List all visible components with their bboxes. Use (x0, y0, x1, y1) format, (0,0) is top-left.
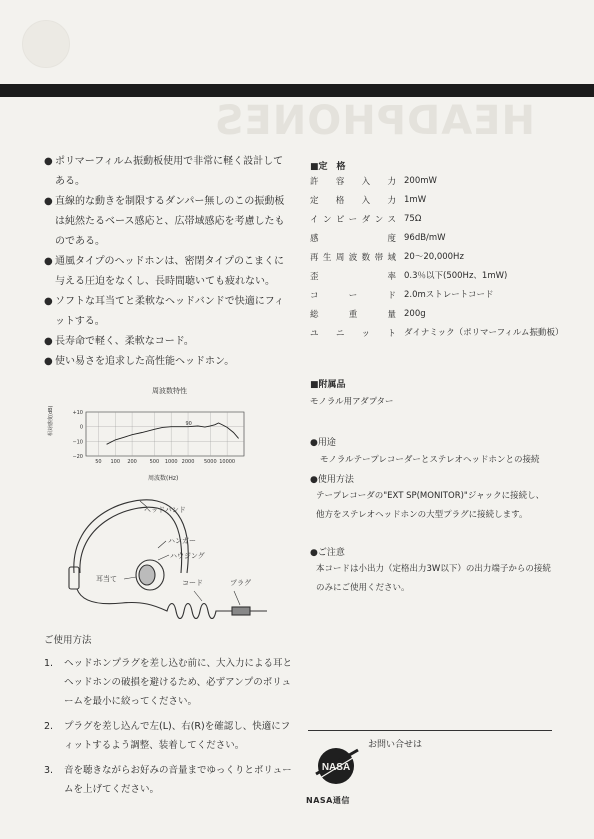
contact-label: お問い合せは (368, 740, 423, 750)
cord-shape (77, 589, 232, 619)
feature-item: ● 通風タイプのヘッドホンは、密閉タイプのこまくに与える圧迫をなくし、長時間聴いても疲れない。 (44, 252, 289, 292)
feature-item: ● ポリマーフィルム振動板使用で非常に軽く設計してある。 (44, 152, 289, 192)
corner-circle (22, 20, 70, 68)
response-curve (107, 423, 239, 444)
usage-list (44, 654, 292, 805)
headband-inner (80, 507, 182, 573)
y-tick-label: −20 (72, 454, 83, 460)
x-tick-label: 200 (127, 459, 137, 465)
how-to-value: テープレコーダの"EXT SP(MONITOR)"ジャックに接続し、他方をステレオヘッドホンの大型プラグに接続します。 (316, 491, 545, 520)
feature-item: ● 使い易さを追求した高性能ヘッドホン。 (44, 352, 289, 372)
feature-item: ● 直線的な動きを制限するダンパー無しのこの振動板は純然たるベース感応と、広帯域感応を考慮したものである。 (44, 192, 289, 252)
accessories-value: モノラル用アダプター (310, 397, 394, 407)
spec-table (310, 172, 564, 343)
svg-text:NASA: NASA (321, 762, 351, 773)
spec-row: インピーダンス 75Ω (310, 214, 422, 225)
y-tick-label: 0 (79, 424, 83, 431)
plug-label: プラグ (230, 579, 251, 587)
x-tick-label: 5000 (203, 459, 217, 465)
earpad-label: 耳当て (96, 575, 117, 583)
caution-title: ●ご注意 (310, 548, 345, 558)
cord-label: コード (182, 579, 203, 587)
contact-divider (308, 730, 552, 731)
usage-title: ご使用方法 (44, 635, 92, 646)
x-axis-label: 周波数(Hz) (148, 475, 179, 482)
frequency-response-chart (44, 400, 254, 472)
x-tick-label: 50 (95, 459, 102, 465)
feature-item: ● ソフトな耳当てと柔軟なヘッドバンドで快適にフィットする。 (44, 292, 289, 332)
top-band (0, 84, 594, 97)
headband-label: ヘッドバンド (144, 506, 186, 514)
spec-row: コード 2.0mストレートコード (310, 290, 494, 301)
spec-row: 歪率 0.3％以下(500Hz、1mW) (310, 271, 508, 282)
y-tick-label: +10 (72, 410, 83, 416)
ghost-title: HEADPHONES (213, 98, 535, 140)
x-tick-label: 2000 (181, 459, 195, 465)
chart-title: 周波数特性 (152, 387, 187, 395)
features-list (44, 152, 289, 372)
chart-annotation: 90 (185, 421, 192, 428)
spec-row: 定格入力 1mW (310, 195, 427, 206)
nasa-logo (312, 740, 360, 788)
usage-item: 3. 音を聴きながらお好みの音量までゆっくりとボリュームを上げてください。 (44, 765, 292, 795)
usage-item: 2. プラグを差し込んで左(L)、右(R)を確認し、快適にフィットするよう調整、装着してください。 (44, 721, 291, 751)
caution-value: 本コードは小出力（定格出力3W以下）の出力端子からの接続のみにご使用ください。 (316, 564, 551, 593)
brand-name: NASA通信 (306, 796, 350, 805)
purpose-value: モノラルテープレコーダーとステレオヘッドホンとの接続 (320, 455, 540, 465)
right-earpad (139, 565, 155, 585)
usage-item: 1. ヘッドホンプラグを差し込む前に、大入力による耳とヘッドホンの破損を避けるため、必ずアンプのボリュームを最小に絞ってください。 (44, 658, 293, 707)
x-tick-label: 1000 (164, 459, 178, 465)
spec-title: ■定 格 (310, 162, 346, 172)
spec-row: 許容入力 200mW (310, 176, 437, 187)
feature-item: ● 長寿命で軽く、柔軟なコード。 (44, 332, 289, 352)
accessories-title: ■附属品 (310, 380, 346, 390)
plug-body (232, 607, 250, 615)
spec-row: 再生周波数帯域 20〜20,000Hz (310, 252, 464, 263)
spec-row: 総重量 200g (310, 309, 426, 320)
spec-row: 感度 96dB/mW (310, 233, 446, 244)
housing-label: ハウジング (170, 552, 205, 560)
x-tick-label: 100 (110, 459, 121, 465)
how-to-title: ●使用方法 (310, 475, 354, 485)
y-tick-label: −10 (72, 439, 83, 446)
y-axis-label: 相対感度(dB) (48, 405, 54, 436)
x-tick-label: 500 (149, 459, 160, 465)
x-tick-label: 10000 (219, 459, 236, 465)
spec-row: ユニット ダイナミック（ポリマーフィルム振動板） (310, 328, 564, 339)
purpose-title: ●用途 (310, 438, 336, 448)
chart-frame (86, 412, 244, 456)
hanger-label: ハンガー (168, 537, 196, 545)
